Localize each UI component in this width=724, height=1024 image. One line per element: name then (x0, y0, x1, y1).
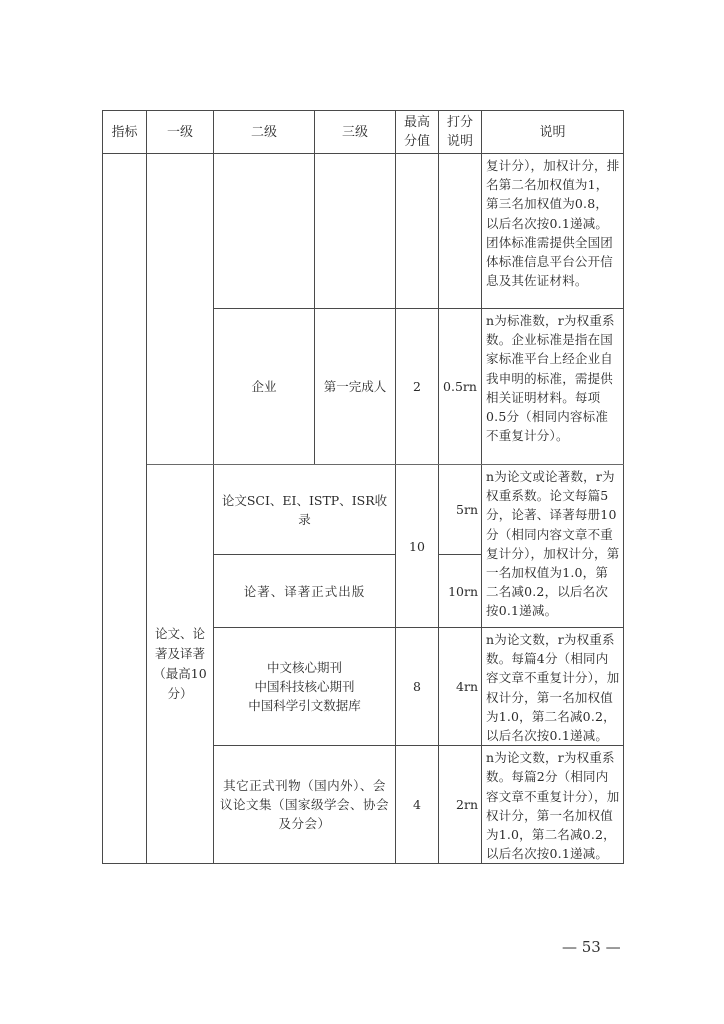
header-description: 说明 (482, 111, 624, 154)
cell-max-score: 2 (396, 309, 439, 465)
page-number: — 53 — (562, 938, 621, 956)
scoring-criteria-table (102, 110, 624, 864)
cell-description: 复计分），加权计分，排名第二名加权值为1，第三名加权值为0.8，以后名次按0.1递减。团体标准需提供全国团体标准信息平台公开信息及其佐证材料。 (482, 154, 624, 309)
cell-max-score (396, 154, 439, 309)
header-max-score-line2: 分值 (403, 134, 430, 149)
cell-level1-standards (147, 154, 214, 465)
cell-scoring (439, 154, 482, 309)
cell-indicator (103, 154, 147, 864)
cell-level1-papers: 论文、论著及译著（最高10分） (147, 465, 214, 864)
cell-scoring: 4rn (439, 628, 482, 746)
cell-level2: 论著、译著正式出版 (214, 555, 396, 628)
header-scoring-note (439, 111, 482, 154)
cell-scoring: 5rn (439, 465, 482, 555)
header-level2: 二级 (214, 111, 315, 154)
table-header-row (103, 111, 624, 154)
header-level3: 三级 (315, 111, 396, 154)
header-max-score-line1: 最高 (403, 115, 430, 130)
table-row (103, 154, 624, 309)
cell-level3 (315, 154, 396, 309)
cell-level2: 论文SCI、EI、ISTP、ISR收录 (214, 465, 396, 555)
cell-scoring: 0.5rn (439, 309, 482, 465)
journal-line-2: 中国科技核心期刊 (254, 679, 355, 695)
header-max-score (396, 111, 439, 154)
cell-max-score: 10 (396, 465, 439, 628)
cell-description: n为论文数，r为权重系数。每篇2分（相同内容文章不重复计分），加权计分，第一名加权值为1.0，第二名减0.2，以后名次按0.1递减。 (482, 746, 624, 864)
cell-level2: 其它正式刊物（国内外）、会议论文集（国家级学会、协会及分会） (214, 746, 396, 864)
cell-level2 (214, 154, 315, 309)
cell-max-score: 8 (396, 628, 439, 746)
cell-max-score: 4 (396, 746, 439, 864)
header-level1: 一级 (147, 111, 214, 154)
cell-description: n为论文数，r为权重系数。每篇4分（相同内容文章不重复计分），加权计分，第一名加权值为1.0，第二名减0.2，以后名次按0.1递减。 (482, 628, 624, 746)
cell-level2: 企业 (214, 309, 315, 465)
cell-scoring: 10rn (439, 555, 482, 628)
cell-level3: 第一完成人 (315, 309, 396, 465)
header-indicator: 指标 (103, 111, 147, 154)
cell-description: n为论文或论著数，r为权重系数。论文每篇5分，论著、译著每册10分（相同内容文章不重复计分），加权计分，第一名加权值为1.0，第二名减0.2，以后名次按0.1递减。 (482, 465, 624, 628)
journal-line-3: 中国科学引文数据库 (248, 698, 361, 714)
header-scoring-note-line1: 打分 (446, 115, 473, 130)
journal-line-1: 中文核心期刊 (266, 660, 342, 676)
cell-description: n为标准数，r为权重系数。企业标准是指在国家标准平台上经企业自我申明的标准，需提供相关证明材料。每项0.5分（相同内容标准不重复计分）。 (482, 309, 624, 465)
header-scoring-note-line2: 说明 (446, 134, 473, 149)
table-row (103, 465, 624, 555)
cell-scoring: 2rn (439, 746, 482, 864)
cell-level2 (214, 628, 396, 746)
